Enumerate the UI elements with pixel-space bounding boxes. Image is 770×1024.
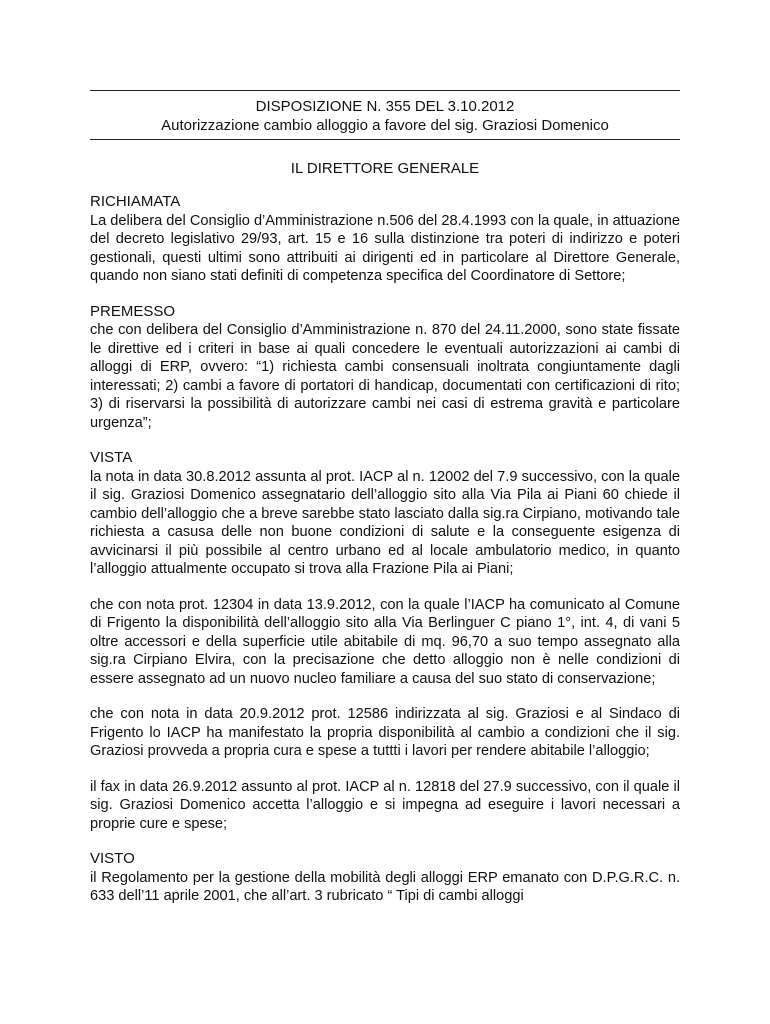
section-text: la nota in data 30.8.2012 assunta al prot. IACP al n. 12002 del 7.9 successivo, con la quale il sig. Graziosi Domenico assegnatario dell’alloggio sito alla Via Pila ai Piani 60 chiede il cambio dell’alloggio che a breve sarebbe stato lasciato dalla sig.ra Cirpiano, motivando tale richiesta a casusa delle non buone condizioni di salute e la conseguente esigenza di avvicinarsi il più possibile al centro urbano ed al locale ambulatorio medico, in quanto l’alloggio attualmente occupato si trova alla Frazione Pila ai Piani; [90,468,680,577]
section-text: il Regolamento per la gestione della mobilità degli alloggi ERP emanato con D.P.G.R.C. n. 633 dell’11 aprile 2001, che all’art. 3 rubricato “ Tipi di cambi alloggi [90,869,680,904]
section-text: il fax in data 26.9.2012 assunto al prot. IACP al n. 12818 del 27.9 successivo, con il quale il sig. Graziosi Domenico accetta l’alloggio e si impegna ad eseguire i lavori necessari a proprie cure e spese; [90,778,680,832]
section-text: che con nota prot. 12304 in data 13.9.2012, con la quale l’IACP ha comunicato al Comune di Frigento la disponibilità dell’alloggio sito alla Via Berlinguer C piano 1°, int. 4, di vani 5 oltre accessori e della superficie utile abitabile di mq. 96,70 a suo tempo assegnato alla sig.ra Cirpiano Elvira, con la precisazione che detto alloggio non è nelle condizioni di essere assegnato ad un nuovo nucleo familiare a causa del suo stato di conservazione; [90,596,680,687]
section-title: VISTO [90,850,135,867]
paragraph-nota-12304 [90,596,680,689]
document-header [90,91,680,139]
section-premesso [90,303,680,433]
director-heading: IL DIRETTORE GENERALE [290,160,480,177]
section-title: VISTA [90,449,133,466]
section-title: RICHIAMATA [90,193,181,210]
paragraph-nota-12586 [90,705,680,761]
section-text: La delibera del Consiglio d’Amministrazione n.506 del 28.4.1993 con la quale, in attuazione del decreto legislativo 29/93, art. 15 e 16 sulla distinzione tra poteri di indirizzo e poteri gestionali, questi ultimi sono attribuiti ai dirigenti ed in particolare al Direttore Generale, quando non siano stati definiti di competenza specifica del Coordinatore di Settore; [90,212,680,284]
bottom-rule [90,139,680,140]
section-title: PREMESSO [90,302,176,320]
section-vista [90,449,680,579]
section-text: che con nota in data 20.9.2012 prot. 12586 indirizzata al sig. Graziosi e al Sindaco di Frigento lo IACP ha manifestato la propria disponibilità al cambio a condizioni che il sig. Graziosi provveda a propria cura e spese a tuttti i lavori per rendere abitabile l’alloggio; [90,706,680,759]
document-title: DISPOSIZIONE N. 355 DEL 3.10.2012 [255,98,515,115]
section-visto [90,850,680,906]
section-text: che con delibera del Consiglio d’Amministrazione n. 870 del 24.11.2000, sono state fissate le direttive ed i criteri in base ai quali concedere le eventuali autorizzazioni ai cambi di alloggi di ERP, ovvero: “1) richiesta cambi consensuali inoltrata congiuntamente dagli interessati; 2) cambi a favore di portatori di handicap, documentati con certificazioni di rito; 3) di riservarsi la possibilità di autorizzare cambi nei casi di estrema gravità e particolare urgenza”; [90,322,680,431]
paragraph-fax-12818 [90,778,680,834]
document-subtitle: Autorizzazione cambio alloggio a favore del sig. Graziosi Domenico [161,117,609,134]
section-richiamata [90,193,680,286]
